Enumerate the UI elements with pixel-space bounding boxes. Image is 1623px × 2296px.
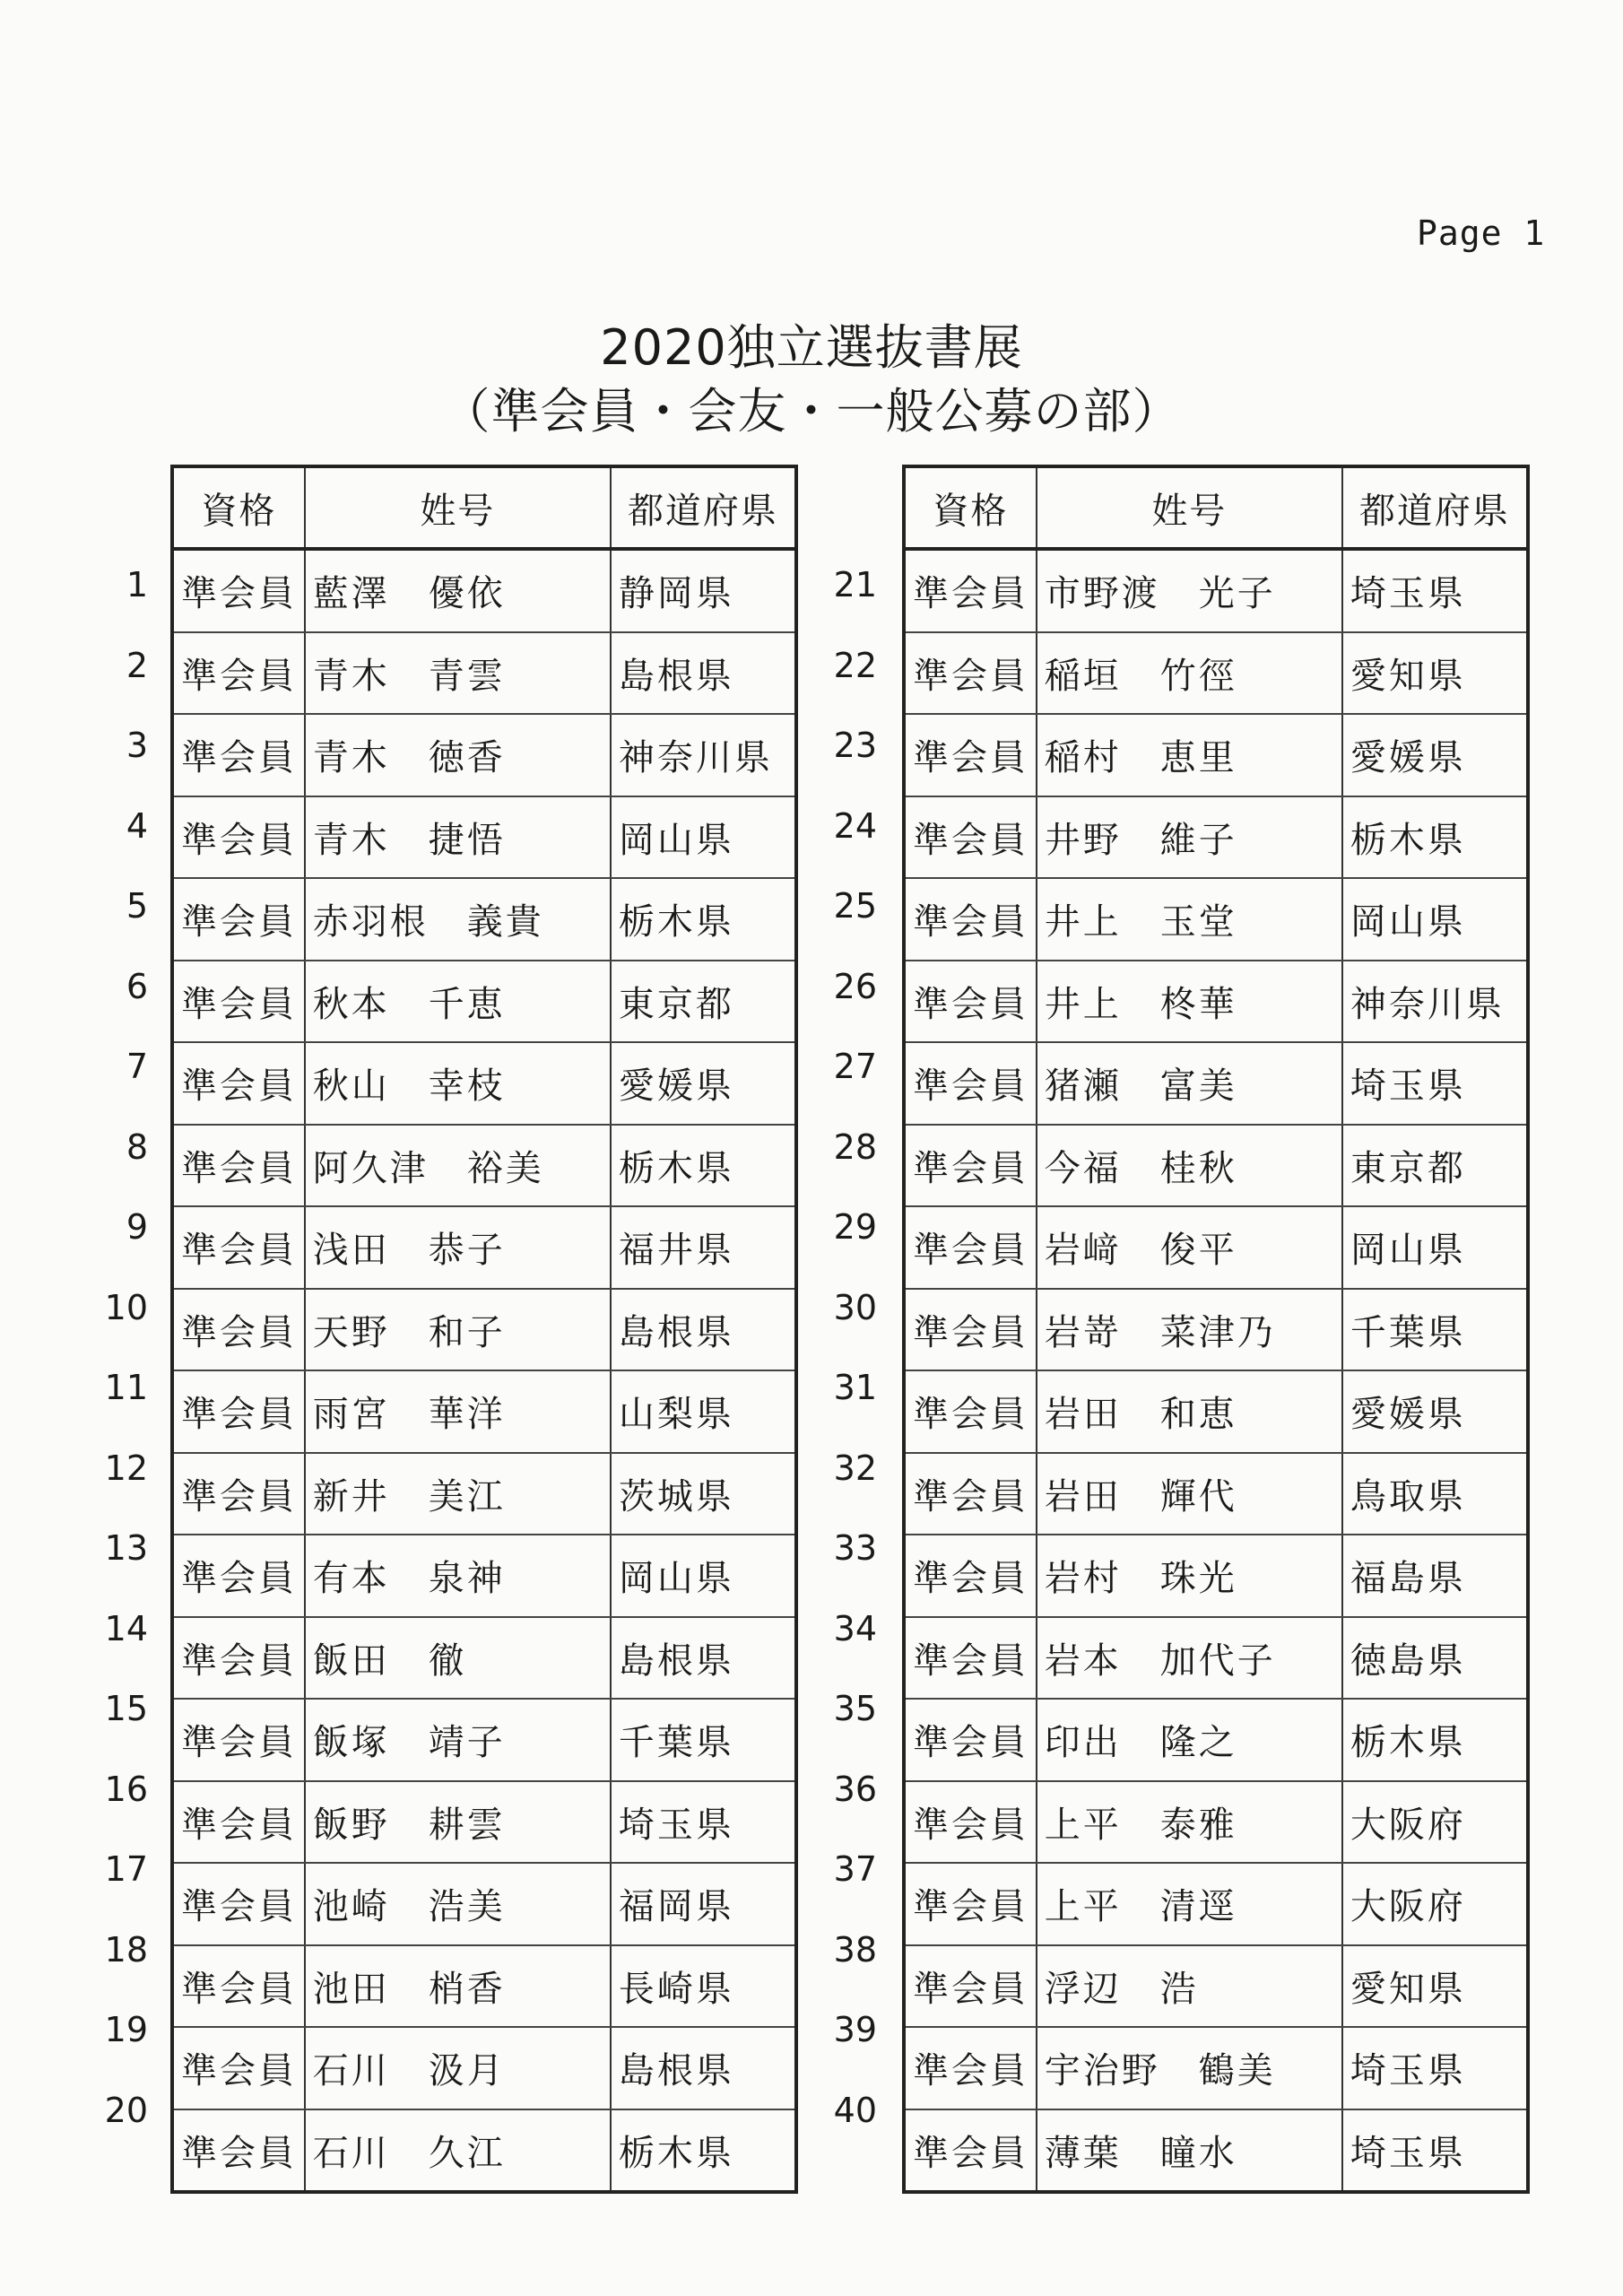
table-row xyxy=(904,2109,1528,2193)
row-number: 11 xyxy=(104,1368,148,1407)
row-number: 5 xyxy=(126,886,148,926)
name-cell: 宇治野 鶴美 xyxy=(1037,2027,1342,2109)
prefecture-cell: 愛媛県 xyxy=(611,1042,796,1125)
name-cell: 有本 泉神 xyxy=(305,1535,611,1617)
qualification-cell: 準会員 xyxy=(172,632,305,715)
name-cell: 秋本 千恵 xyxy=(305,961,611,1043)
roster-body-left xyxy=(172,549,796,2192)
row-number: 35 xyxy=(833,1689,877,1728)
qualification-cell: 準会員 xyxy=(172,1042,305,1125)
table-row xyxy=(904,1699,1528,1781)
table-row xyxy=(904,1945,1528,2028)
qualification-cell: 準会員 xyxy=(172,549,305,632)
header-row xyxy=(172,466,796,549)
prefecture-cell: 東京都 xyxy=(611,961,796,1043)
table-row xyxy=(172,1289,796,1371)
prefecture-cell: 茨城県 xyxy=(611,1453,796,1535)
qualification-cell: 準会員 xyxy=(172,1289,305,1371)
roster-table-right xyxy=(902,465,1530,2194)
qualification-cell: 準会員 xyxy=(904,1781,1037,1864)
table-row xyxy=(172,1125,796,1207)
name-cell: 岩村 珠光 xyxy=(1037,1535,1342,1617)
table-row xyxy=(904,1781,1528,1864)
table-row xyxy=(904,1453,1528,1535)
row-numbers-left xyxy=(76,545,148,2151)
name-cell: 岩田 和恵 xyxy=(1037,1370,1342,1453)
prefecture-cell: 鳥取県 xyxy=(1342,1453,1528,1535)
name-cell: 青木 徳香 xyxy=(305,714,611,796)
qualification-cell: 準会員 xyxy=(172,1206,305,1289)
table-row xyxy=(904,549,1528,632)
header-prefecture: 都道府県 xyxy=(1342,466,1528,549)
table-row xyxy=(172,2109,796,2193)
table-row xyxy=(172,1699,796,1781)
name-cell: 井野 維子 xyxy=(1037,796,1342,879)
qualification-cell: 準会員 xyxy=(172,1781,305,1864)
prefecture-cell: 愛知県 xyxy=(1342,632,1528,715)
row-number: 8 xyxy=(126,1126,148,1167)
name-cell: 稲村 恵里 xyxy=(1037,714,1342,796)
qualification-cell: 準会員 xyxy=(904,961,1037,1043)
row-number: 32 xyxy=(833,1448,877,1488)
row-number: 3 xyxy=(126,726,148,765)
qualification-cell: 準会員 xyxy=(172,1863,305,1945)
name-cell: 井上 柊華 xyxy=(1037,961,1342,1043)
name-cell: 今福 桂秋 xyxy=(1037,1125,1342,1207)
name-cell: 天野 和子 xyxy=(305,1289,611,1371)
table-row xyxy=(904,1617,1528,1700)
table-row xyxy=(904,878,1528,961)
document-title: 2020独立選抜書展 xyxy=(600,319,1023,376)
table-row xyxy=(904,1535,1528,1617)
prefecture-cell: 福井県 xyxy=(611,1206,796,1289)
prefecture-cell: 島根県 xyxy=(611,632,796,715)
row-number: 18 xyxy=(104,1929,148,1970)
qualification-cell: 準会員 xyxy=(172,796,305,879)
name-cell: 猪瀬 富美 xyxy=(1037,1042,1342,1125)
row-number: 30 xyxy=(833,1287,877,1327)
prefecture-cell: 栃木県 xyxy=(611,878,796,961)
row-number: 21 xyxy=(833,565,877,604)
qualification-cell: 準会員 xyxy=(904,1125,1037,1207)
table-row xyxy=(904,714,1528,796)
qualification-cell: 準会員 xyxy=(904,714,1037,796)
name-cell: 上平 泰雅 xyxy=(1037,1781,1342,1864)
prefecture-cell: 東京都 xyxy=(1342,1125,1528,1207)
qualification-cell: 準会員 xyxy=(904,1863,1037,1945)
row-number: 7 xyxy=(126,1047,148,1086)
name-cell: 稲垣 竹徑 xyxy=(1037,632,1342,715)
table-row xyxy=(904,1206,1528,1289)
table-row xyxy=(904,961,1528,1043)
qualification-cell: 準会員 xyxy=(904,549,1037,632)
table-row xyxy=(904,1125,1528,1207)
name-cell: 上平 清逕 xyxy=(1037,1863,1342,1945)
prefecture-cell: 島根県 xyxy=(611,2027,796,2109)
table-row xyxy=(172,714,796,796)
qualification-cell: 準会員 xyxy=(904,796,1037,879)
qualification-cell: 準会員 xyxy=(904,1370,1037,1453)
row-number: 12 xyxy=(104,1448,148,1488)
qualification-cell: 準会員 xyxy=(904,1206,1037,1289)
name-cell: 藍澤 優依 xyxy=(305,549,611,632)
row-number: 24 xyxy=(833,805,877,846)
prefecture-cell: 埼玉県 xyxy=(611,1781,796,1864)
prefecture-cell: 埼玉県 xyxy=(1342,2027,1528,2109)
row-number: 14 xyxy=(104,1608,148,1648)
prefecture-cell: 福島県 xyxy=(1342,1535,1528,1617)
qualification-cell: 準会員 xyxy=(172,1617,305,1700)
name-cell: 飯野 耕雲 xyxy=(305,1781,611,1864)
row-number: 16 xyxy=(104,1769,148,1809)
qualification-cell: 準会員 xyxy=(904,1289,1037,1371)
qualification-cell: 準会員 xyxy=(172,878,305,961)
header-prefecture: 都道府県 xyxy=(611,466,796,549)
prefecture-cell: 愛知県 xyxy=(1342,1945,1528,2028)
prefecture-cell: 栃木県 xyxy=(611,1125,796,1207)
table-row xyxy=(172,796,796,879)
table-row xyxy=(904,2027,1528,2109)
qualification-cell: 準会員 xyxy=(904,1042,1037,1125)
header-row xyxy=(904,466,1528,549)
row-number: 39 xyxy=(833,2010,877,2049)
row-number: 29 xyxy=(833,1207,877,1247)
table-row xyxy=(172,632,796,715)
table-row xyxy=(172,878,796,961)
prefecture-cell: 静岡県 xyxy=(611,549,796,632)
table-row xyxy=(172,1617,796,1700)
roster-table-left xyxy=(170,465,798,2194)
row-number: 4 xyxy=(126,805,148,846)
row-number: 31 xyxy=(833,1368,877,1407)
prefecture-cell: 岡山県 xyxy=(611,796,796,879)
prefecture-cell: 岡山県 xyxy=(1342,878,1528,961)
name-cell: 赤羽根 義貴 xyxy=(305,878,611,961)
row-number: 6 xyxy=(126,966,148,1006)
name-cell: 市野渡 光子 xyxy=(1037,549,1342,632)
qualification-cell: 準会員 xyxy=(172,1699,305,1781)
prefecture-cell: 徳島県 xyxy=(1342,1617,1528,1700)
table-row xyxy=(172,1453,796,1535)
row-numbers-right xyxy=(805,545,877,2151)
name-cell: 石川 久江 xyxy=(305,2109,611,2193)
prefecture-cell: 栃木県 xyxy=(1342,1699,1528,1781)
table-row xyxy=(904,1863,1528,1945)
qualification-cell: 準会員 xyxy=(904,2027,1037,2109)
name-cell: 青木 青雲 xyxy=(305,632,611,715)
qualification-cell: 準会員 xyxy=(904,1699,1037,1781)
table-row xyxy=(172,1370,796,1453)
name-cell: 岩田 輝代 xyxy=(1037,1453,1342,1535)
prefecture-cell: 埼玉県 xyxy=(1342,2109,1528,2193)
prefecture-cell: 愛媛県 xyxy=(1342,714,1528,796)
row-number: 13 xyxy=(104,1528,148,1568)
table-row xyxy=(904,1042,1528,1125)
table-row xyxy=(172,1535,796,1617)
prefecture-cell: 埼玉県 xyxy=(1342,1042,1528,1125)
row-number: 40 xyxy=(833,2090,877,2130)
prefecture-cell: 福岡県 xyxy=(611,1863,796,1945)
roster-body-right xyxy=(904,549,1528,2192)
qualification-cell: 準会員 xyxy=(904,632,1037,715)
name-cell: 秋山 幸枝 xyxy=(305,1042,611,1125)
name-cell: 浅田 恭子 xyxy=(305,1206,611,1289)
name-cell: 雨宮 華洋 xyxy=(305,1370,611,1453)
prefecture-cell: 島根県 xyxy=(611,1617,796,1700)
row-number: 38 xyxy=(833,1929,877,1970)
qualification-cell: 準会員 xyxy=(904,1617,1037,1700)
qualification-cell: 準会員 xyxy=(172,1535,305,1617)
qualification-cell: 準会員 xyxy=(904,1945,1037,2028)
qualification-cell: 準会員 xyxy=(172,1370,305,1453)
header-qualification: 資格 xyxy=(172,466,305,549)
qualification-cell: 準会員 xyxy=(172,1453,305,1535)
row-number: 28 xyxy=(833,1126,877,1167)
qualification-cell: 準会員 xyxy=(172,1945,305,2028)
prefecture-cell: 千葉県 xyxy=(1342,1289,1528,1371)
qualification-cell: 準会員 xyxy=(172,961,305,1043)
name-cell: 飯塚 靖子 xyxy=(305,1699,611,1781)
table-row xyxy=(172,2027,796,2109)
row-number: 9 xyxy=(126,1207,148,1247)
qualification-cell: 準会員 xyxy=(904,1535,1037,1617)
qualification-cell: 準会員 xyxy=(904,878,1037,961)
prefecture-cell: 栃木県 xyxy=(611,2109,796,2193)
name-cell: 飯田 徹 xyxy=(305,1617,611,1700)
prefecture-cell: 愛媛県 xyxy=(1342,1370,1528,1453)
table-row xyxy=(172,1206,796,1289)
header-name: 姓号 xyxy=(1037,466,1342,549)
prefecture-cell: 岡山県 xyxy=(1342,1206,1528,1289)
name-cell: 石川 汲月 xyxy=(305,2027,611,2109)
name-cell: 池田 梢香 xyxy=(305,1945,611,2028)
table-row xyxy=(904,796,1528,879)
name-cell: 新井 美江 xyxy=(305,1453,611,1535)
name-cell: 岩﨑 俊平 xyxy=(1037,1206,1342,1289)
row-number: 25 xyxy=(833,886,877,926)
table-row xyxy=(172,1945,796,2028)
prefecture-cell: 栃木県 xyxy=(1342,796,1528,879)
name-cell: 浮辺 浩 xyxy=(1037,1945,1342,2028)
page-number: Page 1 xyxy=(1417,213,1546,253)
header-name: 姓号 xyxy=(305,466,611,549)
row-number: 23 xyxy=(833,726,877,765)
qualification-cell: 準会員 xyxy=(172,2109,305,2193)
table-row xyxy=(172,1042,796,1125)
prefecture-cell: 岡山県 xyxy=(611,1535,796,1617)
table-row xyxy=(904,1370,1528,1453)
prefecture-cell: 埼玉県 xyxy=(1342,549,1528,632)
name-cell: 青木 捷悟 xyxy=(305,796,611,879)
row-number: 1 xyxy=(126,565,148,604)
table-row xyxy=(172,1781,796,1864)
qualification-cell: 準会員 xyxy=(172,1125,305,1207)
table-row xyxy=(904,1289,1528,1371)
table-row xyxy=(172,549,796,632)
row-number: 27 xyxy=(833,1047,877,1086)
table-row xyxy=(904,632,1528,715)
row-number: 10 xyxy=(104,1287,148,1327)
name-cell: 池崎 浩美 xyxy=(305,1863,611,1945)
row-number: 20 xyxy=(104,2090,148,2130)
row-number: 26 xyxy=(833,966,877,1006)
name-cell: 印出 隆之 xyxy=(1037,1699,1342,1781)
prefecture-cell: 長崎県 xyxy=(611,1945,796,2028)
row-number: 19 xyxy=(104,2010,148,2049)
qualification-cell: 準会員 xyxy=(172,714,305,796)
table-row xyxy=(172,1863,796,1945)
prefecture-cell: 大阪府 xyxy=(1342,1781,1528,1864)
row-number: 34 xyxy=(833,1608,877,1648)
document-subtitle: （準会員・会友・一般公募の部） xyxy=(441,383,1182,439)
name-cell: 岩本 加代子 xyxy=(1037,1617,1342,1700)
prefecture-cell: 山梨県 xyxy=(611,1370,796,1453)
qualification-cell: 準会員 xyxy=(904,1453,1037,1535)
prefecture-cell: 大阪府 xyxy=(1342,1863,1528,1945)
prefecture-cell: 神奈川県 xyxy=(611,714,796,796)
name-cell: 井上 玉堂 xyxy=(1037,878,1342,961)
row-number: 17 xyxy=(104,1849,148,1889)
prefecture-cell: 千葉県 xyxy=(611,1699,796,1781)
row-number: 2 xyxy=(126,645,148,685)
table-row xyxy=(172,961,796,1043)
prefecture-cell: 島根県 xyxy=(611,1289,796,1371)
name-cell: 岩嵜 菜津乃 xyxy=(1037,1289,1342,1371)
name-cell: 阿久津 裕美 xyxy=(305,1125,611,1207)
row-number: 15 xyxy=(104,1689,148,1728)
row-number: 37 xyxy=(833,1849,877,1889)
qualification-cell: 準会員 xyxy=(172,2027,305,2109)
row-number: 36 xyxy=(833,1769,877,1809)
name-cell: 薄葉 瞳水 xyxy=(1037,2109,1342,2193)
header-qualification: 資格 xyxy=(904,466,1037,549)
qualification-cell: 準会員 xyxy=(904,2109,1037,2193)
prefecture-cell: 神奈川県 xyxy=(1342,961,1528,1043)
row-number: 33 xyxy=(833,1528,877,1568)
row-number: 22 xyxy=(833,645,877,685)
